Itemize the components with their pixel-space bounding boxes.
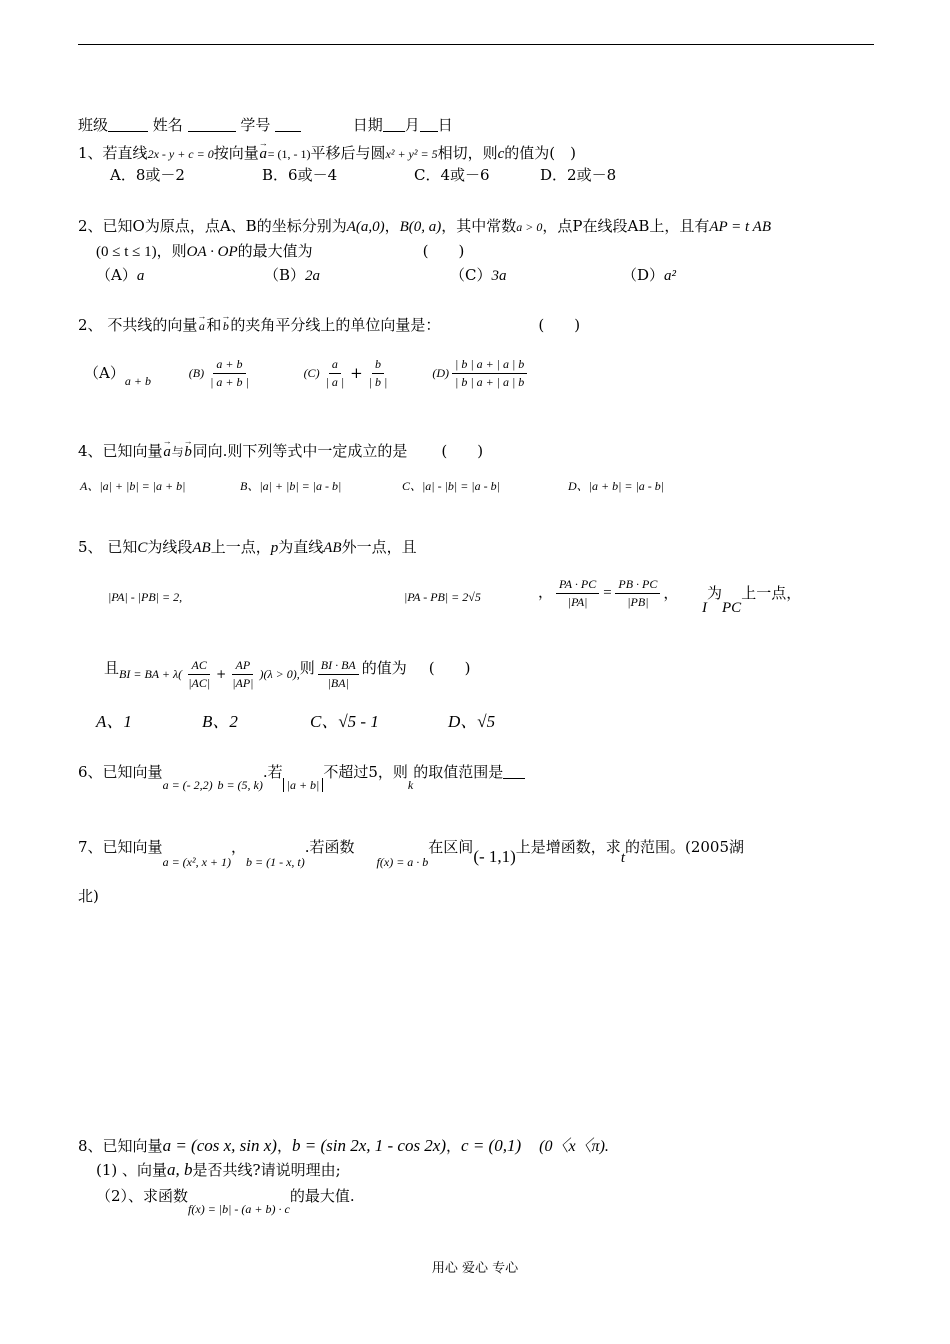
q1-line-equation: 2x - y + c = 0 (147, 147, 214, 161)
q1-option-b[interactable]: B．6或－4 (262, 166, 338, 184)
q7-number: 7、 (78, 838, 103, 856)
q7-interval: (- 1,1) (473, 847, 516, 866)
question-8: 8、已知向量a = (cos x, sin x)，b = (sin 2x, 1 - cos 2x)，c = (0,1) (0〈x〈π). (78, 1136, 609, 1155)
q1-vector-value: = (1, - 1) (267, 147, 311, 161)
question-7-cont: 北) (78, 887, 99, 905)
q2-option-c[interactable]: （C）3a (450, 266, 507, 284)
id-label: 学号 (240, 116, 271, 134)
q7-vector-b: b = (1 - x, t) (246, 855, 305, 869)
q5-options (96, 712, 495, 732)
q5-point-p: p (270, 540, 279, 556)
q5-text: 已知 (107, 538, 138, 556)
q5-text: 为线段 (147, 538, 193, 556)
question-4 (78, 438, 483, 462)
q3-text: 和 (206, 316, 222, 334)
q6-text: .若 (262, 763, 283, 781)
q1-text: 相切，则 (437, 144, 498, 162)
date-label: 日期 (352, 116, 383, 134)
q5-option-c[interactable]: C、√5 - 1 (310, 712, 379, 731)
q2-range: (0 ≤ t ≤ 1) (96, 244, 157, 260)
q2-point-b: B(0, a) (399, 219, 442, 235)
q5-option-d[interactable]: D、√5 (448, 712, 496, 731)
q2-text: 的最大值为 (237, 242, 313, 260)
q2-option-d[interactable]: （D）a² (622, 266, 677, 284)
q2-text: ，其中常数 (441, 217, 517, 235)
q3-answer-paren: ( ) (538, 316, 581, 334)
q2-answer-paren: ( ) (422, 242, 465, 260)
q3-option-c[interactable]: (C) $\frac{a}{| a |}$ + $\frac{b}{| b |}$ (303, 356, 388, 389)
q8-part-2: （2）、求函数$_{f(x) = |b| - (a + b) \cdot c}$的最大值. (96, 1187, 355, 1216)
q8-vector-a: a = (cos x, sin x) (162, 1136, 277, 1155)
q2-option-b[interactable]: （B）2a (264, 266, 321, 284)
q2-text: ，点P在线段AB上，且有 (542, 217, 710, 235)
question-3 (78, 313, 580, 335)
q3-option-a[interactable]: $(A)_{a + b}$ (84, 364, 151, 388)
question-5 (78, 537, 417, 558)
q4-text: 已知向量 (102, 442, 163, 460)
q2-text: 已知O为原点，点A、B的坐标分别为 (102, 217, 347, 235)
q1-text: 若直线 (102, 144, 148, 162)
q2-relation: AP = t AB (709, 219, 772, 235)
q5-option-b[interactable]: B、2 (202, 712, 238, 731)
q5-segment-ab: AB (192, 540, 211, 556)
q5-condition-2: |PA - PB| = 2√5 (404, 590, 481, 604)
q1-text: 平移后与圆 (310, 144, 386, 162)
q6-variable-k: k (407, 778, 414, 792)
month-label: 月 (404, 116, 420, 134)
q4-option-d[interactable]: D、|a + b| = |a - b| (568, 479, 665, 493)
day-label: 日 (437, 116, 453, 134)
q5-condition-3: ， $\frac{PA \cdot PC}{|PA|}$ = $\frac{PB \cdot PC}{|PB|}$ ， (538, 576, 679, 609)
day-blank[interactable] (420, 116, 438, 132)
q3-number: 2、 (78, 316, 103, 334)
question-2: 2、已知O为原点，点A、B的坐标分别为A(a,0)，B(0, a)，其中常数a > 0，点P在线段AB上，且有AP = t AB (78, 217, 772, 235)
q5-line-ab: AB (323, 540, 342, 556)
q3-text: 不共线的向量 (107, 316, 198, 334)
q1-number: 1、 (78, 144, 103, 162)
q8-number: 8、 (78, 1137, 103, 1155)
q7-text: 已知向量 (102, 838, 163, 856)
q5-number: 5、 (78, 538, 103, 556)
q5-option-a[interactable]: A、1 (96, 712, 132, 731)
q8-vector-b: b = (sin 2x, 1 - cos 2x) (291, 1136, 447, 1155)
q2-option-a[interactable]: （A）a (96, 266, 145, 284)
name-blank[interactable] (188, 116, 236, 132)
question-7 (78, 837, 744, 872)
q6-number: 6、 (78, 763, 103, 781)
q3-vector-a: → a (197, 311, 207, 333)
q4-vector-b: → b (183, 436, 193, 460)
question-2-cont (96, 241, 464, 262)
q4-vector-a: → a (162, 436, 172, 460)
q5-text: 为直线 (278, 538, 324, 556)
q3-vector-b: → b (221, 311, 231, 333)
q6-vector-a: a = (- 2,2) (162, 778, 213, 792)
q1-option-a[interactable]: A．8或－2 (110, 166, 185, 184)
header-rule (78, 44, 874, 45)
q7-vector-a: a = (x², x + 1) (162, 855, 231, 869)
q4-text: 与 (171, 445, 184, 459)
q1-variable-c: c (497, 146, 505, 162)
q6-text: 已知向量 (102, 763, 163, 781)
q2-dot-product: OA · OP (186, 244, 238, 260)
q1-text: 的值为( ) (504, 144, 576, 162)
q1-options (110, 165, 616, 185)
q7-text: .若函数 (304, 838, 355, 856)
q5-text: 外一点，且 (341, 538, 417, 556)
q4-answer-paren: ( ) (441, 442, 484, 460)
q3-options (84, 350, 530, 403)
q2-condition: a > 0 (516, 220, 543, 234)
q8-vector-c: c = (0,1) (461, 1136, 522, 1155)
q1-circle-equation: x² + y² = 5 (385, 147, 438, 161)
q6-answer-blank[interactable] (503, 763, 525, 779)
class-label: 班级 (78, 116, 109, 134)
q1-vector-a: → a (258, 138, 268, 162)
month-blank[interactable] (383, 116, 405, 132)
q1-option-d[interactable]: D．2或－8 (540, 166, 617, 184)
q6-text: 不超过5，则 (323, 763, 408, 781)
q5-point-c: C (137, 540, 148, 556)
q8-text: 已知向量 (102, 1137, 163, 1155)
page-footer: 用心 爱心 专心 (431, 1261, 519, 1276)
q6-abs: |a + b| (283, 778, 324, 792)
question-1 (78, 140, 576, 164)
student-info-line (78, 115, 453, 135)
q2-options (96, 265, 676, 286)
id-blank[interactable] (275, 116, 301, 132)
q5-condition-1: |PA| - |PB| = 2, (108, 590, 183, 604)
q4-text: 同向.则下列等式中一定成立的是 (192, 442, 408, 460)
q6-vector-b: b = (5, k) (217, 778, 263, 792)
q3-text: 的夹角平分线上的单位向量是： (230, 316, 441, 334)
q7-text: ， (231, 838, 247, 856)
q2-text: ，则 (156, 242, 187, 260)
q7-variable-t: t (620, 850, 625, 866)
q4-option-b[interactable]: B、|a| + |b| = |a - b| (240, 479, 342, 493)
q2-point-a: A(a,0) (346, 219, 385, 235)
q2-number: 2、 (78, 217, 103, 235)
q7-text: 在区间 (428, 838, 474, 856)
class-blank[interactable] (108, 116, 148, 132)
q5-given: 且BI = BA + λ( $\frac{AC}{|AC|}$ + $\frac{AP}{|AP|}$ )(λ > 0),则 $\frac{BI \cdot BA}{|BA|}$ 的值为 ( ) (104, 657, 471, 690)
q6-text: 的取值范围是 (413, 763, 504, 781)
q1-text: 按向量 (213, 144, 259, 162)
q4-number: 4、 (78, 442, 103, 460)
q1-option-c[interactable]: C．4或－6 (414, 166, 490, 184)
q4-option-a[interactable]: A、|a| + |b| = |a + b| (80, 479, 186, 493)
q8-range: (0〈x〈π). (539, 1138, 609, 1155)
q4-options (80, 476, 664, 496)
q5-text: 上一点， (210, 538, 271, 556)
name-label: 姓名 (152, 116, 183, 134)
q3-option-b[interactable]: (B) $\frac{a + b}{| a + b |}$ (188, 356, 249, 389)
question-6 (78, 762, 525, 795)
q8-part-1: (1) 、向量a, b是否共线?请说明理由; (96, 1160, 341, 1179)
q7-text: 上是增函数，求 (515, 838, 621, 856)
q7-function: f(x) = a · b (376, 855, 429, 869)
q5-condition-4: I为PC上一点， (702, 584, 802, 616)
q7-text: 的范围。(2005湖 (624, 838, 745, 856)
q4-option-c[interactable]: C、|a| - |b| = |a - b| (402, 479, 500, 493)
q3-option-d[interactable]: (D) $\frac{| b | a + | a | b}{| b | a + | a | b}$ (432, 350, 530, 395)
